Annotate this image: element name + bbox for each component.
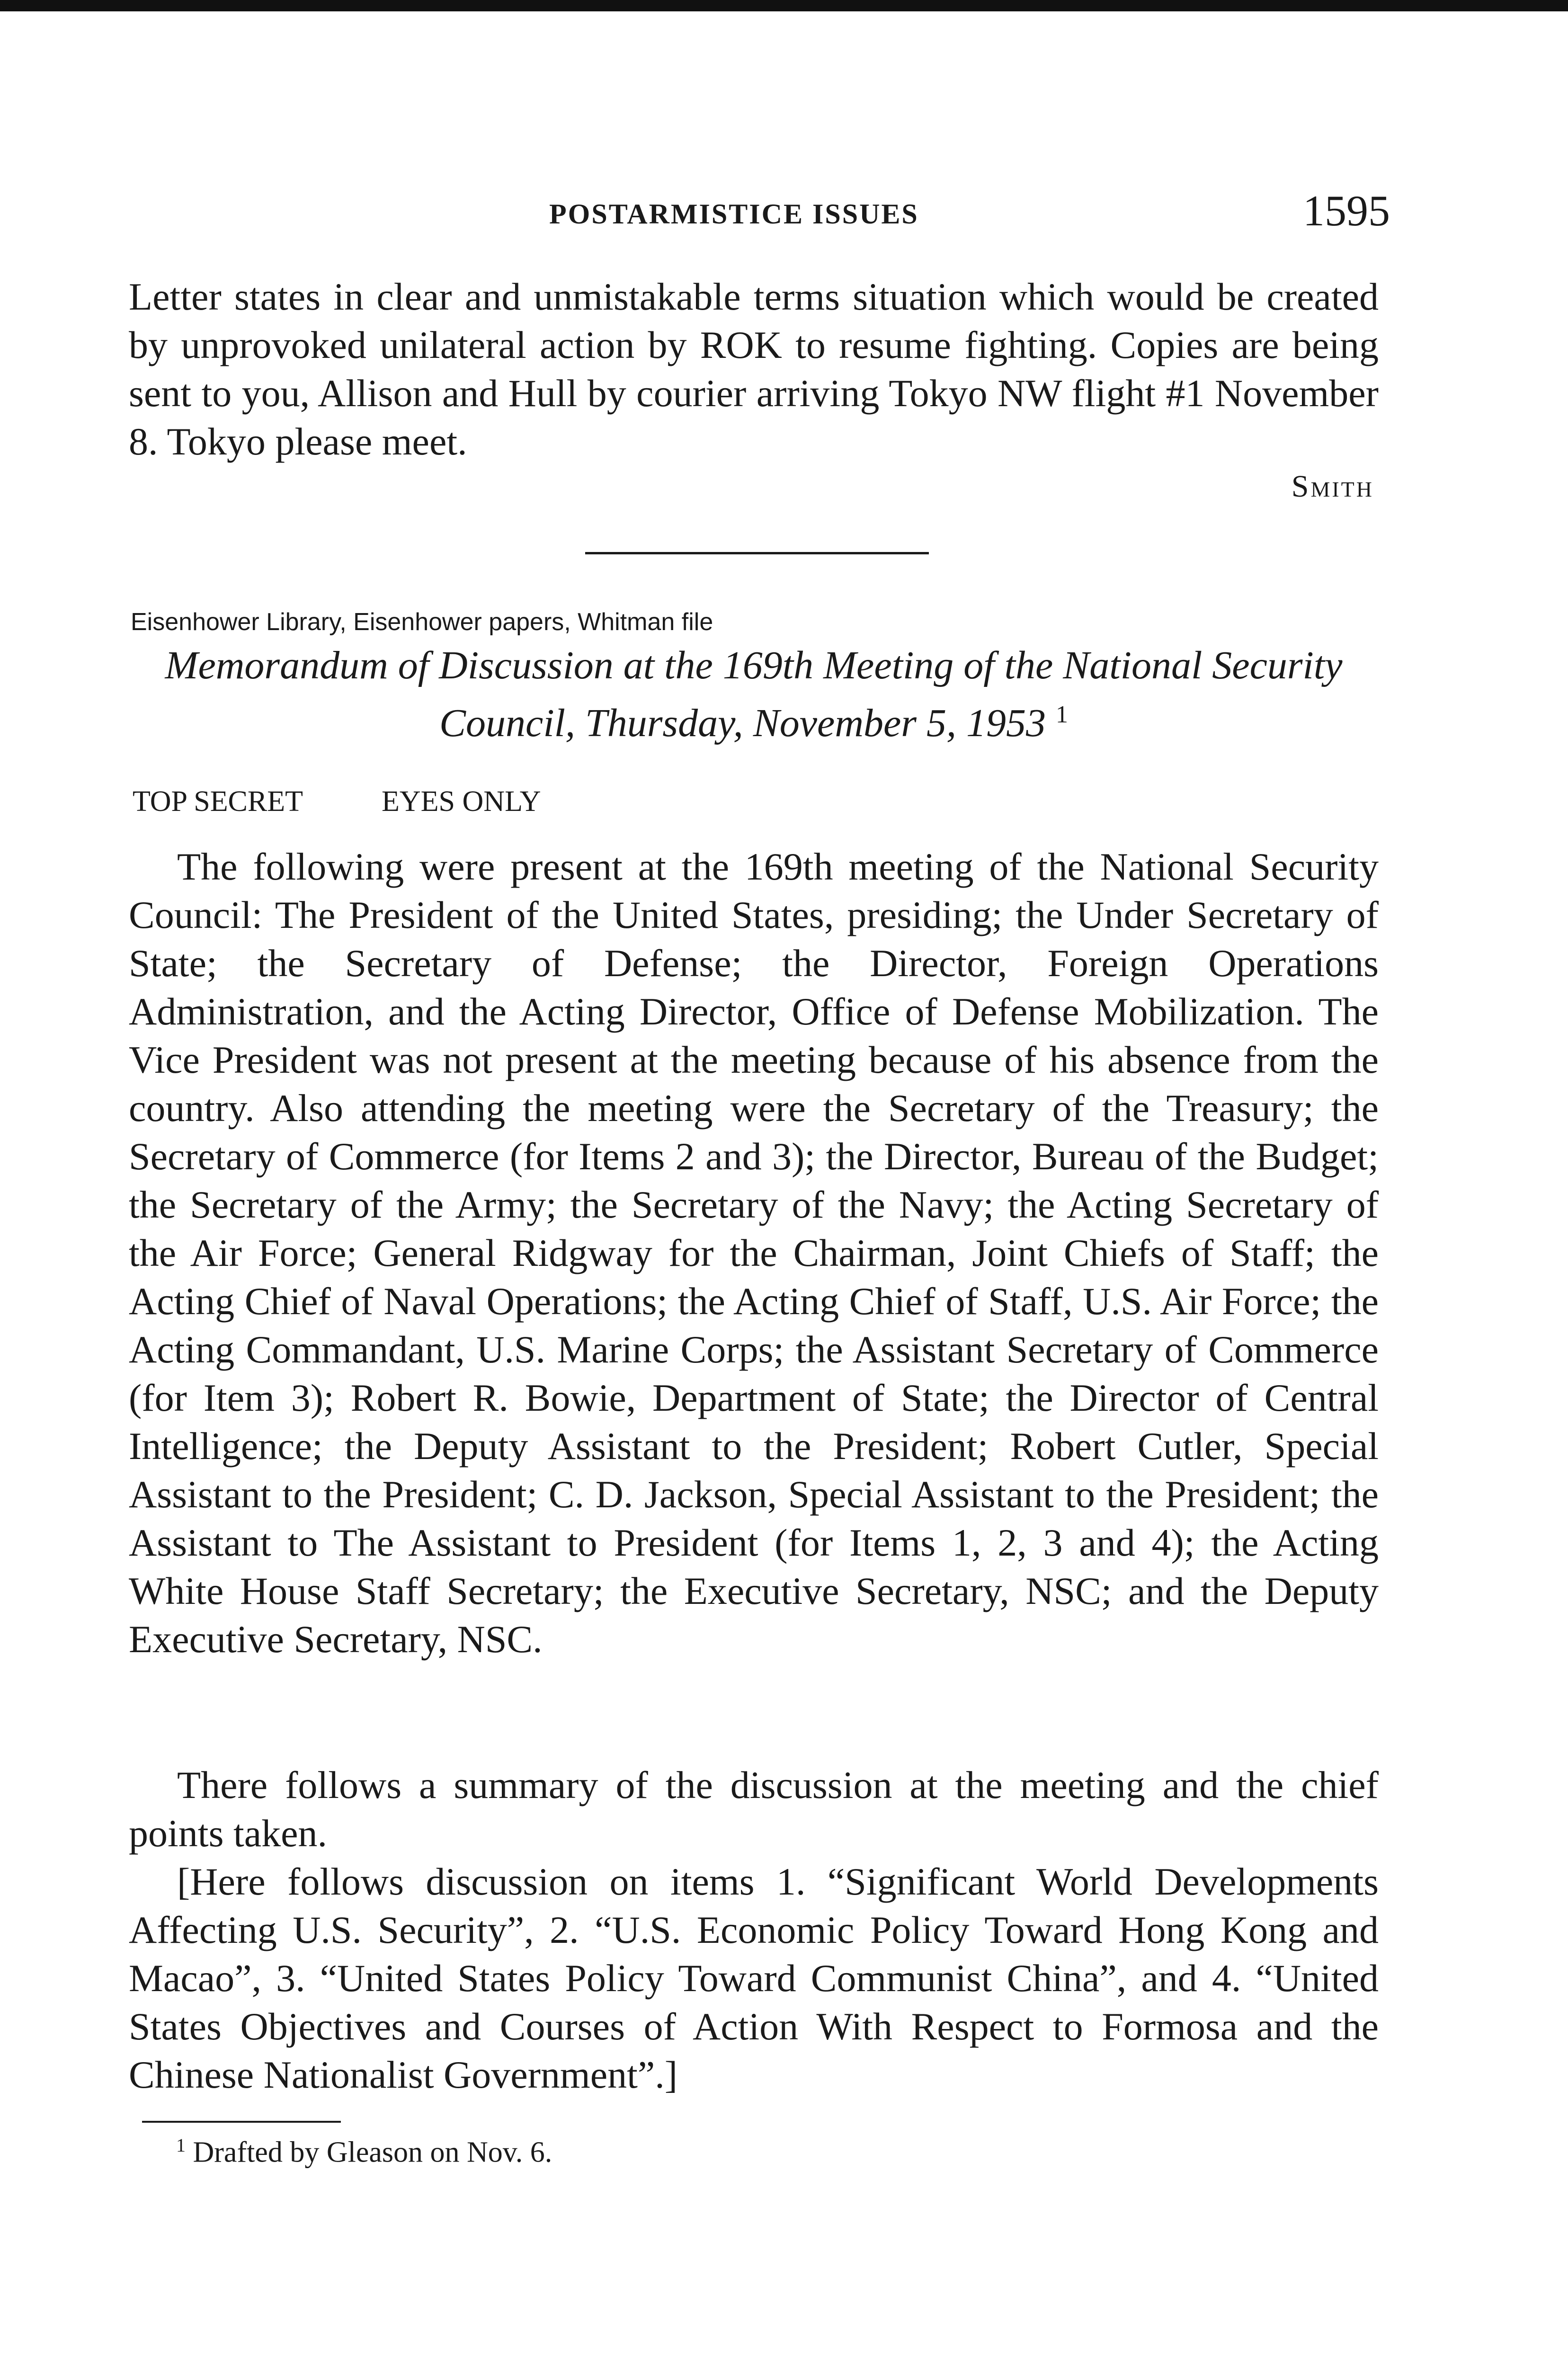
classification-eyes-only: EYES ONLY bbox=[382, 785, 541, 818]
document-title-line-2 bbox=[129, 690, 1379, 748]
title-footnote-marker: 1 bbox=[1055, 701, 1068, 728]
page-number: 1595 bbox=[1303, 187, 1390, 235]
body-paragraph-editorial-note: [Here follows discussion on items 1. “Significant World Developments Affecting U.S. Security”, 2. “U.S. Economic Policy Toward Hong Kong and Macao”, 3. “United States Policy Toward Communist China”, and 4. “United States Objectives and Courses of Action With Respect to Formosa and the Chinese Nationalist Government”.] bbox=[129, 1860, 1379, 2096]
footnote-rule bbox=[142, 2121, 341, 2123]
footnote-marker: 1 bbox=[176, 2135, 186, 2156]
document-separator-rule bbox=[585, 552, 929, 554]
source-citation: Eisenhower Library, Eisenhower papers, Whitman file bbox=[131, 608, 713, 636]
signature: Smith bbox=[1291, 469, 1374, 504]
document-title-line-2-text: Council, Thursday, November 5, 1953 bbox=[439, 701, 1046, 745]
classification-marking bbox=[133, 785, 620, 819]
body-paragraph-attendees: The following were present at the 169th meeting of the National Security Council: The President of the United States, presiding; the Under Secretary of State; the Secretary of Defense; the Director, Foreign Operations Administration, and the Acting Director, Office of Defense Mobilization. The Vice President was not present at the meeting because of his absence from the country. Also attending the meeting were the Secretary of the Treasury; the Secretary of Commerce (for Items 2 and 3); the Director, Bureau of the Budget; the Secretary of the Army; the Secretary of the Navy; the Acting Secretary of the Air Force; General Ridgway for the Chairman, Joint Chiefs of Staff; the Acting Chief of Naval Operations; the Acting Chief of Staff, U.S. Air Force; the Acting Commandant, U.S. Marine Corps; the Assistant Secretary of Commerce (for Item 3); Robert R. Bowie, Department of State; the Director of Central Intelligence; the Deputy Assistant to the President; Robert Cutler, Special Assistant to the President; C. D. Jackson, Special Assistant to the President; the Assistant to The Assistant to President (for Items 1, 2, 3 and 4); the Acting White House Staff Secretary; the Executive Secretary, NSC; and the Deputy Executive Secretary, NSC. bbox=[129, 845, 1379, 1661]
footnote bbox=[176, 2134, 552, 2170]
footnote-text: Drafted by Gleason on Nov. 6. bbox=[193, 2136, 552, 2169]
document-title-line-1: Memorandum of Discussion at the 169th Meeting of the National Security bbox=[165, 643, 1343, 687]
body-paragraph-summary: There follows a summary of the discussion at the meeting and the chief points taken. bbox=[129, 1763, 1379, 1855]
previous-document-closing-paragraph: Letter states in clear and unmistakable terms situation which would be created by unprovoked unilateral action by ROK to resume fighting. Copies are being sent to you, Allison and Hull by courier arriving Tokyo NW flight #1 November 8. Tokyo please meet. bbox=[129, 275, 1379, 463]
running-head: POSTARMISTICE ISSUES bbox=[549, 198, 919, 230]
document-title bbox=[129, 641, 1379, 748]
classification-top-secret: TOP SECRET bbox=[133, 785, 303, 818]
